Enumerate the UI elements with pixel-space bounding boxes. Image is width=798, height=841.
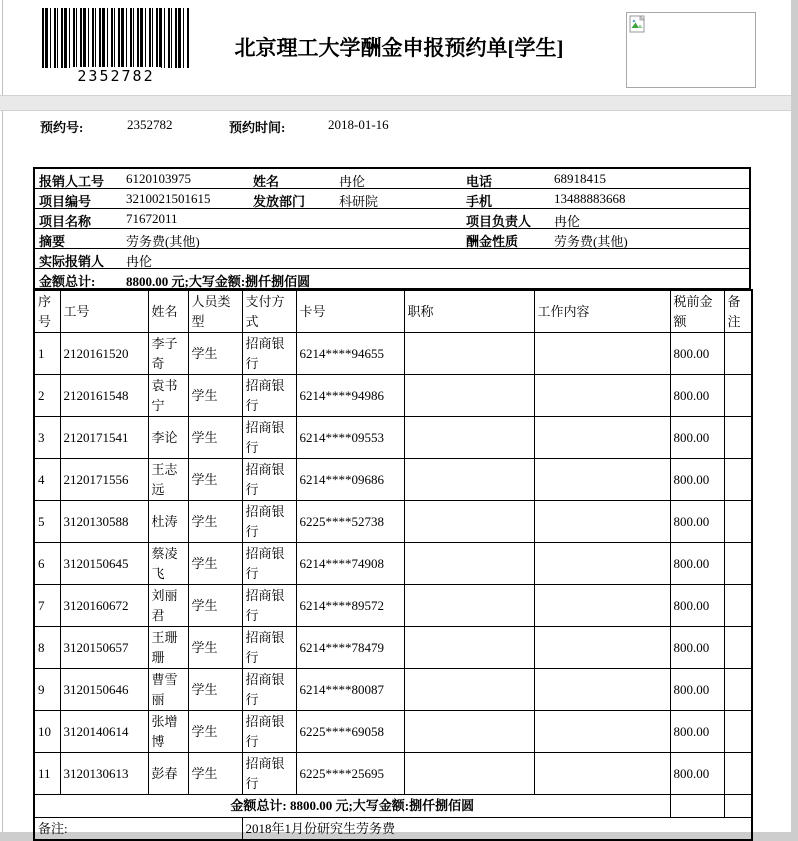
cell-name: 刘丽君 bbox=[148, 585, 188, 627]
cell-pay-method: 招商银行 bbox=[242, 501, 296, 543]
cell-pretax-amount: 800.00 bbox=[670, 627, 724, 669]
table-row bbox=[34, 543, 752, 585]
cell-work-content bbox=[534, 543, 670, 585]
column-header-remark: 备注 bbox=[724, 290, 752, 333]
summary-value: 劳务费(其他) bbox=[126, 234, 200, 249]
cell-person-type: 学生 bbox=[188, 459, 242, 501]
cell-index: 1 bbox=[34, 333, 60, 375]
cell-pay-method: 招商银行 bbox=[242, 627, 296, 669]
table-row bbox=[34, 333, 752, 375]
summary-label: 摘要 bbox=[39, 234, 66, 249]
project-leader-label: 项目负责人 bbox=[466, 214, 532, 229]
page-title: 北京理工大学酬金申报预约单[学生] bbox=[234, 36, 564, 60]
reservation-no-label: 预约号: bbox=[40, 120, 84, 135]
cell-remark bbox=[724, 459, 752, 501]
cell-pay-method: 招商银行 bbox=[242, 543, 296, 585]
cell-person-type: 学生 bbox=[188, 627, 242, 669]
cell-person-type: 学生 bbox=[188, 375, 242, 417]
cell-work-content bbox=[534, 459, 670, 501]
pay-nature-value: 劳务费(其他) bbox=[554, 234, 628, 249]
pay-nature-label: 酬金性质 bbox=[466, 234, 519, 249]
info-row-total-amount bbox=[35, 269, 749, 289]
column-header-person-type: 人员类型 bbox=[188, 290, 242, 333]
cell-card-number: 6225****25695 bbox=[296, 753, 404, 795]
cell-index: 5 bbox=[34, 501, 60, 543]
cell-person-type: 学生 bbox=[188, 543, 242, 585]
cell-person-type: 学生 bbox=[188, 585, 242, 627]
cell-index: 11 bbox=[34, 753, 60, 795]
cell-card-number: 6214****94655 bbox=[296, 333, 404, 375]
cell-job-title bbox=[404, 585, 534, 627]
cell-employee-id: 3120130613 bbox=[60, 753, 148, 795]
reimburser-id-value: 6120103975 bbox=[126, 171, 191, 186]
reservation-line bbox=[0, 117, 798, 135]
cell-card-number: 6214****78479 bbox=[296, 627, 404, 669]
column-header-employee-id: 工号 bbox=[60, 290, 148, 333]
cell-index: 10 bbox=[34, 711, 60, 753]
cell-pay-method: 招商银行 bbox=[242, 417, 296, 459]
name-label: 姓名 bbox=[253, 174, 280, 189]
info-row-summary bbox=[35, 229, 749, 249]
frame-divider-bar bbox=[0, 95, 798, 111]
cell-index: 4 bbox=[34, 459, 60, 501]
department-value: 科研院 bbox=[339, 194, 379, 209]
cell-pay-method: 招商银行 bbox=[242, 459, 296, 501]
column-header-job-title: 职称 bbox=[404, 290, 534, 333]
cell-card-number: 6214****74908 bbox=[296, 543, 404, 585]
department-label: 发放部门 bbox=[253, 194, 306, 209]
cell-name: 袁书宁 bbox=[148, 375, 188, 417]
cell-index: 8 bbox=[34, 627, 60, 669]
total-amount-value: 8800.00 元;大写金额:捌仟捌佰圆 bbox=[126, 274, 311, 289]
cell-pay-method: 招商银行 bbox=[242, 711, 296, 753]
cell-job-title bbox=[404, 333, 534, 375]
table-row bbox=[34, 501, 752, 543]
cell-name: 彭春 bbox=[148, 753, 188, 795]
cell-card-number: 6225****52738 bbox=[296, 501, 404, 543]
detail-total-text: 金额总计: 8800.00 元;大写金额:捌仟捌佰圆 bbox=[34, 795, 670, 818]
table-row bbox=[34, 711, 752, 753]
cell-job-title bbox=[404, 753, 534, 795]
project-leader-value: 冉伦 bbox=[554, 214, 581, 229]
cell-remark bbox=[724, 543, 752, 585]
cell-job-title bbox=[404, 459, 534, 501]
cell-employee-id: 3120150646 bbox=[60, 669, 148, 711]
barcode bbox=[42, 8, 190, 86]
column-header-pay-method: 支付方式 bbox=[242, 290, 296, 333]
phone-label: 电话 bbox=[466, 174, 493, 189]
reservation-no-value: 2352782 bbox=[127, 117, 173, 132]
mobile-value: 13488883668 bbox=[554, 191, 626, 206]
cell-pretax-amount: 800.00 bbox=[670, 333, 724, 375]
cell-card-number: 6214****89572 bbox=[296, 585, 404, 627]
cell-job-title bbox=[404, 543, 534, 585]
remark-value: 2018年1月份研究生劳务费 bbox=[242, 817, 752, 840]
image-placeholder-box bbox=[626, 12, 756, 88]
barcode-number: 2352782 bbox=[71, 67, 160, 85]
cell-work-content bbox=[534, 627, 670, 669]
cell-job-title bbox=[404, 417, 534, 459]
detail-total-pretax-cell bbox=[670, 795, 724, 818]
table-row bbox=[34, 417, 752, 459]
project-name-label: 项目名称 bbox=[39, 214, 92, 229]
cell-pretax-amount: 800.00 bbox=[670, 753, 724, 795]
remark-row bbox=[34, 817, 752, 840]
detail-total-row bbox=[34, 795, 752, 818]
info-table bbox=[33, 167, 751, 289]
cell-person-type: 学生 bbox=[188, 417, 242, 459]
cell-remark bbox=[724, 753, 752, 795]
column-header-name: 姓名 bbox=[148, 290, 188, 333]
mobile-label: 手机 bbox=[466, 194, 493, 209]
cell-pretax-amount: 800.00 bbox=[670, 459, 724, 501]
cell-work-content bbox=[534, 585, 670, 627]
project-no-value: 3210021501615 bbox=[126, 191, 211, 206]
column-header-index: 序号 bbox=[34, 290, 60, 333]
cell-employee-id: 2120171541 bbox=[60, 417, 148, 459]
cell-index: 6 bbox=[34, 543, 60, 585]
cell-index: 7 bbox=[34, 585, 60, 627]
cell-remark bbox=[724, 333, 752, 375]
reservation-time-label: 预约时间: bbox=[229, 120, 286, 135]
phone-value: 68918415 bbox=[554, 171, 606, 186]
cell-employee-id: 2120161548 bbox=[60, 375, 148, 417]
cell-job-title bbox=[404, 669, 534, 711]
cell-remark bbox=[724, 669, 752, 711]
cell-pay-method: 招商银行 bbox=[242, 669, 296, 711]
cell-index: 9 bbox=[34, 669, 60, 711]
cell-name: 张增博 bbox=[148, 711, 188, 753]
table-row bbox=[34, 669, 752, 711]
cell-employee-id: 2120171556 bbox=[60, 459, 148, 501]
remark-label: 备注: bbox=[34, 817, 242, 840]
cell-pay-method: 招商银行 bbox=[242, 375, 296, 417]
cell-employee-id: 2120161520 bbox=[60, 333, 148, 375]
table-row bbox=[34, 375, 752, 417]
cell-pretax-amount: 800.00 bbox=[670, 543, 724, 585]
cell-person-type: 学生 bbox=[188, 753, 242, 795]
cell-remark bbox=[724, 375, 752, 417]
column-header-pretax-amount: 税前金额 bbox=[670, 290, 724, 333]
column-header-work-content: 工作内容 bbox=[534, 290, 670, 333]
detail-total-remark-cell bbox=[724, 795, 752, 818]
cell-pretax-amount: 800.00 bbox=[670, 375, 724, 417]
cell-pretax-amount: 800.00 bbox=[670, 501, 724, 543]
table-row bbox=[34, 753, 752, 795]
info-row-actual-reimburser bbox=[35, 249, 749, 269]
cell-remark bbox=[724, 417, 752, 459]
cell-index: 3 bbox=[34, 417, 60, 459]
reservation-time-value: 2018-01-16 bbox=[328, 117, 389, 132]
cell-pretax-amount: 800.00 bbox=[670, 711, 724, 753]
project-name-value: 71672011 bbox=[126, 211, 178, 226]
cell-name: 王志远 bbox=[148, 459, 188, 501]
cell-remark bbox=[724, 711, 752, 753]
cell-name: 杜涛 bbox=[148, 501, 188, 543]
detail-table bbox=[33, 289, 753, 841]
broken-image-icon bbox=[629, 15, 647, 33]
info-row-project-no bbox=[35, 189, 749, 209]
cell-name: 曹雪丽 bbox=[148, 669, 188, 711]
cell-name: 李子奇 bbox=[148, 333, 188, 375]
table-row bbox=[34, 627, 752, 669]
cell-remark bbox=[724, 585, 752, 627]
cell-employee-id: 3120150657 bbox=[60, 627, 148, 669]
form-box bbox=[33, 167, 751, 841]
cell-name: 蔡凌飞 bbox=[148, 543, 188, 585]
table-row bbox=[34, 585, 752, 627]
info-row-project-name bbox=[35, 209, 749, 229]
actual-reimburser-value: 冉伦 bbox=[126, 254, 153, 269]
cell-job-title bbox=[404, 375, 534, 417]
cell-person-type: 学生 bbox=[188, 501, 242, 543]
actual-reimburser-label: 实际报销人 bbox=[39, 254, 105, 269]
cell-person-type: 学生 bbox=[188, 333, 242, 375]
cell-employee-id: 3120150645 bbox=[60, 543, 148, 585]
cell-pay-method: 招商银行 bbox=[242, 753, 296, 795]
cell-work-content bbox=[534, 417, 670, 459]
barcode-bars-icon bbox=[42, 8, 190, 68]
column-header-card-number: 卡号 bbox=[296, 290, 404, 333]
cell-work-content bbox=[534, 753, 670, 795]
cell-index: 2 bbox=[34, 375, 60, 417]
detail-header-row bbox=[34, 290, 752, 333]
name-value: 冉伦 bbox=[339, 174, 366, 189]
cell-pay-method: 招商银行 bbox=[242, 585, 296, 627]
cell-remark bbox=[724, 501, 752, 543]
cell-name: 李论 bbox=[148, 417, 188, 459]
total-amount-label: 金额总计: bbox=[39, 274, 96, 289]
cell-remark bbox=[724, 627, 752, 669]
cell-job-title bbox=[404, 627, 534, 669]
cell-work-content bbox=[534, 333, 670, 375]
reimburser-id-label: 报销人工号 bbox=[39, 174, 105, 189]
cell-employee-id: 3120130588 bbox=[60, 501, 148, 543]
table-row bbox=[34, 459, 752, 501]
info-row-reimburser bbox=[35, 169, 749, 189]
cell-work-content bbox=[534, 669, 670, 711]
project-no-label: 项目编号 bbox=[39, 194, 92, 209]
cell-pay-method: 招商银行 bbox=[242, 333, 296, 375]
cell-person-type: 学生 bbox=[188, 711, 242, 753]
cell-card-number: 6214****09553 bbox=[296, 417, 404, 459]
cell-card-number: 6225****69058 bbox=[296, 711, 404, 753]
cell-person-type: 学生 bbox=[188, 669, 242, 711]
cell-job-title bbox=[404, 711, 534, 753]
cell-work-content bbox=[534, 375, 670, 417]
cell-pretax-amount: 800.00 bbox=[670, 585, 724, 627]
cell-employee-id: 3120140614 bbox=[60, 711, 148, 753]
cell-card-number: 6214****80087 bbox=[296, 669, 404, 711]
cell-name: 王珊珊 bbox=[148, 627, 188, 669]
cell-card-number: 6214****94986 bbox=[296, 375, 404, 417]
cell-pretax-amount: 800.00 bbox=[670, 417, 724, 459]
cell-pretax-amount: 800.00 bbox=[670, 669, 724, 711]
cell-card-number: 6214****09686 bbox=[296, 459, 404, 501]
cell-work-content bbox=[534, 501, 670, 543]
cell-work-content bbox=[534, 711, 670, 753]
cell-job-title bbox=[404, 501, 534, 543]
cell-employee-id: 3120160672 bbox=[60, 585, 148, 627]
